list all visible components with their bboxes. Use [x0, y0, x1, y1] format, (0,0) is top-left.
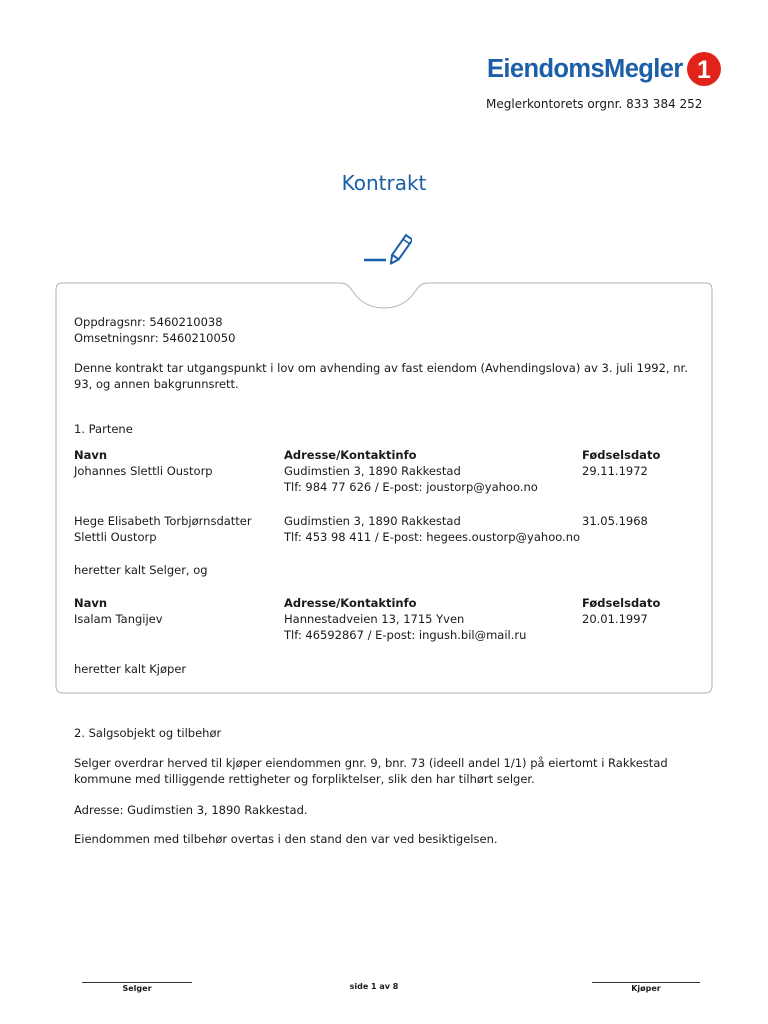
seller-signature-line: [82, 982, 192, 983]
buyer-label: heretter kalt Kjøper: [74, 662, 187, 676]
page-title: Kontrakt: [341, 171, 427, 195]
section2-para1-line2: kommune med tilliggende rettigheter og forpliktelser, slik den har tilhørt selger.: [74, 772, 535, 786]
col-header-address: Adresse/Kontaktinfo: [284, 448, 417, 462]
footer-buyer-label: Kjøper: [631, 984, 661, 993]
section2-address: Adresse: Gudimstien 3, 1890 Rakkestad.: [74, 803, 308, 817]
intro-line-2: 93, og annen bakgrunnsrett.: [74, 377, 239, 391]
footer-seller-label: Selger: [122, 984, 152, 993]
seller-1-contact: Tlf: 984 77 626 / E-post: joustorp@yahoo.no: [284, 480, 538, 494]
buyer-dob: 20.01.1997: [582, 612, 648, 626]
section2-para1-line1: Selger overdrar herved til kjøper eiendommen gnr. 9, bnr. 73 (ideell andel 1/1) på eiertomt i Rakkestad: [74, 756, 668, 770]
brand-logo: [487, 49, 722, 89]
seller-1-address: Gudimstien 3, 1890 Rakkestad: [284, 464, 461, 478]
section-heading-salgsobjekt: 2. Salgsobjekt og tilbehør: [74, 726, 222, 740]
seller-2-dob: 31.05.1968: [582, 514, 648, 528]
seller-2-address: Gudimstien 3, 1890 Rakkestad: [284, 514, 461, 528]
buyer-contact: Tlf: 46592867 / E-post: ingush.bil@mail.ru: [284, 628, 527, 642]
buyer-col-header-address: Adresse/Kontaktinfo: [284, 596, 417, 610]
seller-1-name: Johannes Slettli Oustorp: [74, 464, 213, 478]
buyer-col-header-dob: Fødselsdato: [582, 596, 661, 610]
seller-2-name-line-2: Slettli Oustorp: [74, 530, 157, 544]
col-header-dob: Fødselsdato: [582, 448, 661, 462]
omsetningsnr: Omsetningsnr: 5460210050: [74, 331, 236, 345]
oppdragsnr: Oppdragsnr: 5460210038: [74, 315, 223, 329]
section-heading-partene: 1. Partene: [74, 422, 133, 436]
logo-badge-number: 1: [696, 56, 711, 84]
intro-line-1: Denne kontrakt tar utgangspunkt i lov om avhending av fast eiendom (Avhendingslova) av 3. juli 1992, nr.: [74, 361, 688, 375]
buyer-address: Hannestadveien 13, 1715 Yven: [284, 612, 465, 626]
logo-wordmark: EiendomsMegler: [487, 54, 683, 83]
buyer-col-header-name: Navn: [74, 596, 108, 610]
logo-badge-icon: [686, 51, 722, 87]
seller-1-dob: 29.11.1972: [582, 464, 648, 478]
seller-label: heretter kalt Selger, og: [74, 563, 208, 577]
seller-2-contact: Tlf: 453 98 411 / E-post: hegees.oustorp@yahoo.no: [284, 530, 581, 544]
page-number: side 1 av 8: [349, 982, 399, 991]
pencil-icon: [362, 224, 412, 266]
col-header-name: Navn: [74, 448, 108, 462]
seller-2-name-line-1: Hege Elisabeth Torbjørnsdatter: [74, 514, 252, 528]
section2-para3: Eiendommen med tilbehør overtas i den stand den var ved besiktigelsen.: [74, 832, 498, 846]
orgnr-text: Meglerkontorets orgnr. 833 384 252: [486, 97, 703, 111]
buyer-signature-line: [592, 982, 700, 983]
buyer-name: Isalam Tangijev: [74, 612, 163, 626]
